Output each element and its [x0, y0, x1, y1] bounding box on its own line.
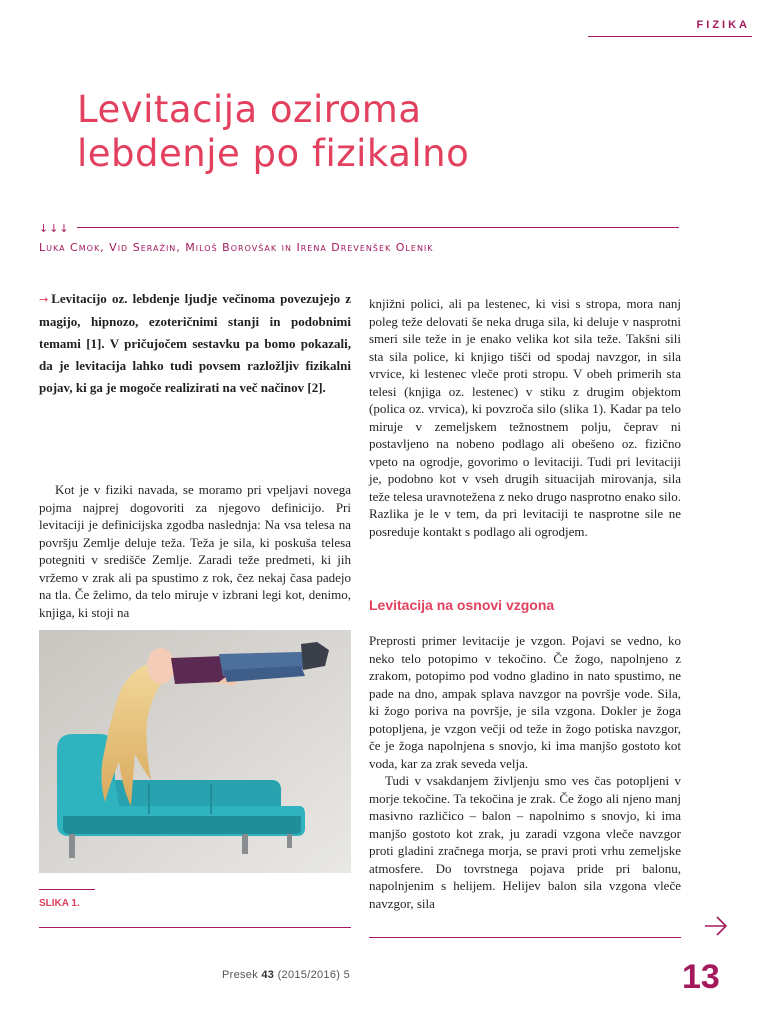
journal-issue: (2015/2016) 5 [277, 969, 350, 981]
title-line-1: Levitacija oziroma [77, 88, 422, 131]
abstract-block [39, 288, 351, 399]
section-rule [588, 36, 752, 37]
title-line-2: lebdenje po fizikalno [77, 132, 470, 175]
journal-volume: 43 [261, 969, 275, 981]
right-column-text [369, 295, 681, 540]
author-rule [77, 227, 679, 228]
footer-journal [200, 969, 350, 981]
figure-1-photo [39, 630, 351, 873]
figure-caption: SLIKA 1. [39, 898, 80, 909]
authors: Luka Cmok, Vid Seražin, Miloš Borovšak in Irena Drevenšek Olenik [39, 241, 434, 254]
column-bottom-rule [39, 927, 351, 928]
left-column-text [39, 481, 351, 621]
right-arrow-icon: → [39, 293, 49, 306]
journal-name: Presek [221, 969, 259, 981]
abstract [39, 288, 351, 399]
column-bottom-rule [369, 937, 681, 938]
page-number: 13 [682, 958, 720, 996]
paragraph: knjižni polici, ali pa lestenec, ki visi s stropa, mora nanj poleg teže delovati še neka druga sila, ki deluje v nasprotni smeri sile teže in je enako velika kot sila teže. Takšni sili sta sila police, ki knjigo tišči od spodaj navzgor, in sila vrvice, ki lestenec vleče proti stropu. V obeh primerih sta telesi (knjiga oz. lestenec) v stiku z drugim objektom (polica oz. vrvica), ki povzroča silo (slika 1). Kadar pa telo miruje v zemeljskem težnostnem polju, čeprav ni postavljeno na nobeno podlago ali obešeno oz. fizično vpeto na ogrodje, govorimo o levitaciji. Tudi pri levitaciji je, podobno kot v vseh drugih situacijah mirovanja, sila teže telesa uravnotežena z neko drugo nasprotno enako silo. Razlika je le v tem, da pri levitaciji te nasprotne sile ne posreduje kontakt s podlago ali ogrodjem. [369, 296, 681, 539]
figure-caption-rule [39, 889, 95, 890]
abstract-text: Levitacijo oz. lebdenje ljudje večinoma povezujejo z magijo, hipnozo, ezoteričnimi stanji in podobnimi temami [1]. V pričujočem sestavku pa bomo pokazali, da je levitacija lahko tudi povsem razložljiv fizikalni pojav, ki ga je mogoče realizirati na več načinov [2]. [39, 291, 351, 395]
right-column-text-2 [369, 632, 681, 912]
paragraph: Tudi v vsakdanjem življenju smo ves čas potopljeni v morje tekočine. Ta tekočina je zrak. Če žogo ali njeno manj masivno različico – balon – napolnimo s snovjo, ki ima manjšo gostoto kot zrak, ju zaradi vzgona vleče navzgor proti gladini zračnega morja, se pravi proti vrhu zemeljske atmosfere. Do tovrstnega pojava pride pri balonu, napolnjenim s helijem. Helijev balon sila vzgona vleče navzgor, sila [369, 773, 681, 911]
paragraph: Preprosti primer levitacije je vzgon. Pojavi se vedno, ko neko telo potopimo v tekočino. Če žogo, napolnjeno z zrakom, potopimo pod vodno gladino in nato spustimo, ne pade na dno, ampak splava navzgor na površje vode. Sila, ki žogo poriva na površje, je sila vzgona. Dokler je žoga potopljena, je vzgon večji od teže in žogo potiska navzgor, če je žoga napolnjena s snovjo, ki ima manjšo gostoto kot voda, kar za zrak seveda velja. [369, 633, 681, 771]
section-label: FIZIKA [696, 19, 750, 31]
down-arrows-icon: ↓↓↓ [39, 222, 70, 235]
article-title [77, 88, 597, 176]
section-heading: Levitacija na osnovi vzgona [369, 597, 555, 613]
continue-arrow-icon [703, 913, 729, 939]
paragraph: Kot je v fiziki navada, se moramo pri vpeljavi novega pojma najprej dogovoriti za njegovo definicijo. Pri levitaciji je definicijska zgodba naslednja: Na vsa telesa na površju Zemlje deluje teža. Teža je sila, ki poskuša telesa potegniti v središče Zemlje. Zaradi teže predmeti, ki jih vržemo v zrak ali pa spustimo z rok, čez nekaj časa padejo na tla. Če želimo, da telo miruje v izbrani legi kot, denimo, knjiga, ki stoji na [39, 482, 351, 620]
